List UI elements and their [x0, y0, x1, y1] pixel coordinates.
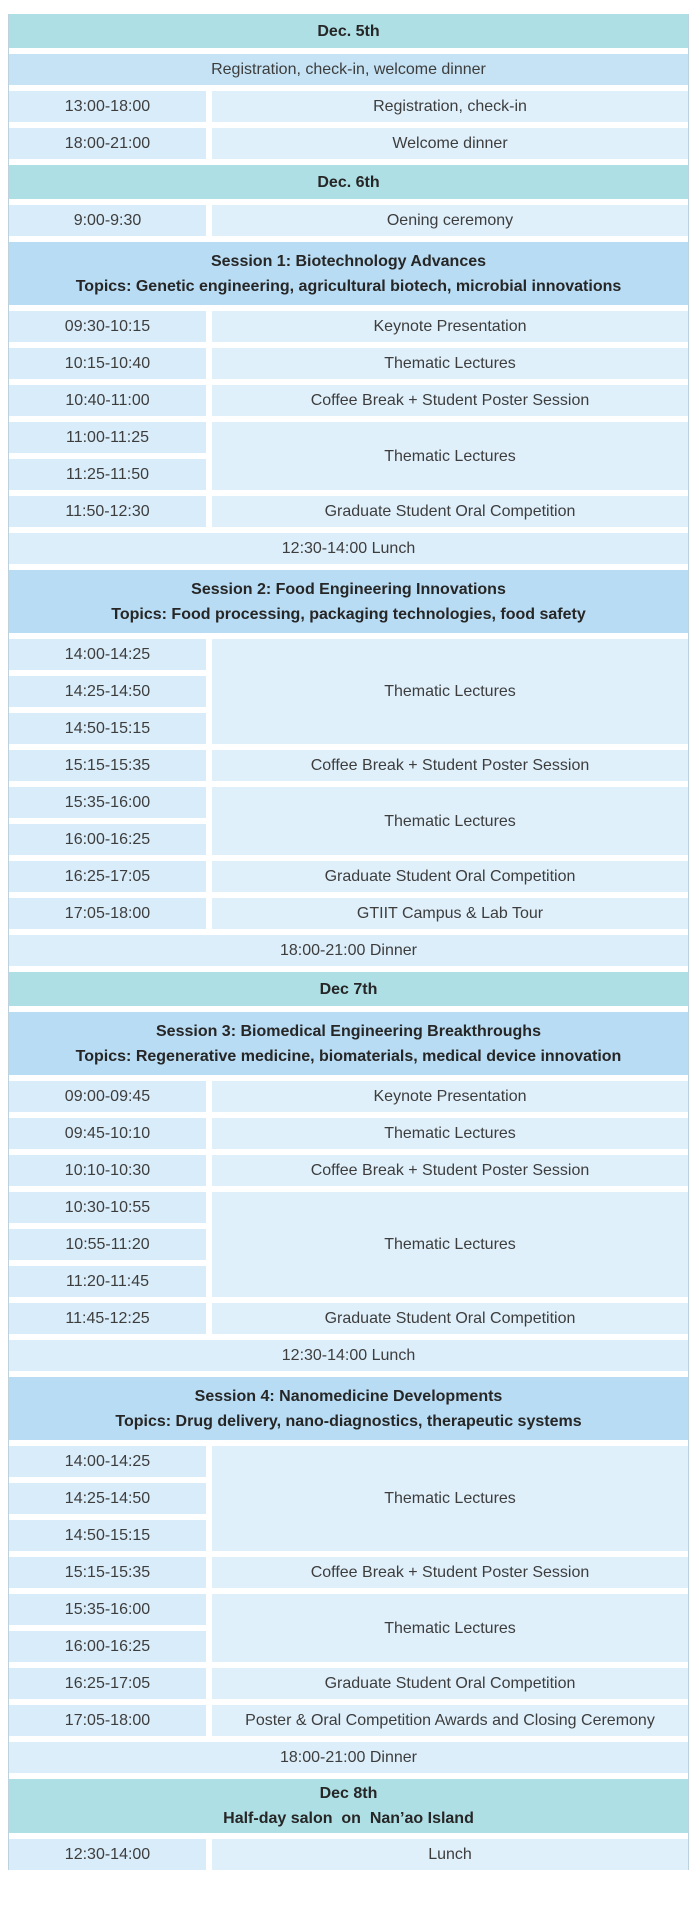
session-header-row: [9, 570, 688, 633]
time-cell: 15:35-16:00: [9, 787, 206, 818]
schedule-row: [9, 861, 688, 892]
full-width-row: Registration, check-in, welcome dinner: [9, 54, 688, 85]
activity-cell: Coffee Break + Student Poster Session: [212, 385, 688, 416]
time-cell: 11:25-11:50: [9, 459, 206, 490]
time-cell-stack: [9, 1446, 206, 1551]
schedule-row-group: [9, 639, 688, 744]
session-topics: Topics: Drug delivery, nano-diagnostics, therapeutic systems: [115, 1412, 582, 1430]
session-title: Session 1: Biotechnology Advances: [210, 252, 487, 270]
time-cell: 14:50-15:15: [9, 1520, 206, 1551]
time-cell: 15:15-15:35: [9, 1557, 206, 1588]
schedule-row: [9, 1557, 688, 1588]
time-cell: 14:00-14:25: [9, 1446, 206, 1477]
time-cell: 11:50-12:30: [9, 496, 206, 527]
activity-cell: Graduate Student Oral Competition: [212, 496, 688, 527]
time-cell-stack: [9, 422, 206, 490]
activity-cell: Coffee Break + Student Poster Session: [212, 1155, 688, 1186]
time-cell-stack: [9, 1192, 206, 1297]
session-title: Session 4: Nanomedicine Developments: [194, 1387, 503, 1405]
activity-cell-merged: Thematic Lectures: [212, 639, 688, 744]
full-width-row: 12:30-14:00 Lunch: [9, 533, 688, 564]
activity-cell: Thematic Lectures: [212, 1118, 688, 1149]
activity-cell: Graduate Student Oral Competition: [212, 1303, 688, 1334]
activity-cell: Lunch: [212, 1839, 688, 1870]
date-header-line1: Dec 8th: [319, 1785, 378, 1802]
schedule-row: [9, 1839, 688, 1870]
schedule-row: [9, 496, 688, 527]
time-cell: 9:00-9:30: [9, 205, 206, 236]
time-cell: 16:25-17:05: [9, 1668, 206, 1699]
time-cell-stack: [9, 787, 206, 855]
date-header-row: Dec 7th: [9, 972, 688, 1006]
time-cell: 14:50-15:15: [9, 713, 206, 744]
schedule-row-group: [9, 422, 688, 490]
schedule-row: [9, 128, 688, 159]
schedule-row: [9, 898, 688, 929]
time-cell: 11:00-11:25: [9, 422, 206, 453]
time-cell: 10:30-10:55: [9, 1192, 206, 1223]
schedule-row: [9, 1118, 688, 1149]
time-cell: 10:40-11:00: [9, 385, 206, 416]
activity-cell: Keynote Presentation: [212, 1081, 688, 1112]
activity-cell-merged: Thematic Lectures: [212, 1446, 688, 1551]
activity-cell: Welcome dinner: [212, 128, 688, 159]
time-cell: 14:25-14:50: [9, 1483, 206, 1514]
date-header-line2: Half-day salon on Nan’ao Island: [223, 1810, 474, 1827]
schedule-row-group: [9, 1446, 688, 1551]
time-cell: 14:00-14:25: [9, 639, 206, 670]
time-cell: 10:55-11:20: [9, 1229, 206, 1260]
time-cell: 16:00-16:25: [9, 824, 206, 855]
time-cell: 18:00-21:00: [9, 128, 206, 159]
time-cell-stack: [9, 1594, 206, 1662]
time-cell: 09:00-09:45: [9, 1081, 206, 1112]
time-cell: 10:10-10:30: [9, 1155, 206, 1186]
schedule-row: [9, 1668, 688, 1699]
time-cell: 11:20-11:45: [9, 1266, 206, 1297]
full-width-row: 18:00-21:00 Dinner: [9, 1742, 688, 1773]
activity-cell: Graduate Student Oral Competition: [212, 861, 688, 892]
session-topics: Topics: Regenerative medicine, biomaterials, medical device innovation: [75, 1047, 622, 1065]
time-cell: 09:30-10:15: [9, 311, 206, 342]
date-header-row: Dec. 6th: [9, 165, 688, 199]
schedule-row: [9, 1155, 688, 1186]
full-width-row: 12:30-14:00 Lunch: [9, 1340, 688, 1371]
schedule-row-group: [9, 1192, 688, 1297]
session-title: Session 2: Food Engineering Innovations: [191, 580, 506, 598]
time-cell: 14:25-14:50: [9, 676, 206, 707]
session-title: Session 3: Biomedical Engineering Breakthroughs: [156, 1022, 541, 1040]
schedule-row: [9, 205, 688, 236]
activity-cell: Registration, check-in: [212, 91, 688, 122]
schedule-row-group: [9, 787, 688, 855]
schedule-row: [9, 1081, 688, 1112]
full-width-row: 18:00-21:00 Dinner: [9, 935, 688, 966]
schedule-row: [9, 1705, 688, 1736]
activity-cell: Keynote Presentation: [212, 311, 688, 342]
schedule-row: [9, 91, 688, 122]
activity-cell-merged: Thematic Lectures: [212, 1594, 688, 1662]
time-cell: 12:30-14:00: [9, 1839, 206, 1870]
schedule-row: [9, 348, 688, 379]
activity-cell-merged: Thematic Lectures: [212, 787, 688, 855]
time-cell-stack: [9, 639, 206, 744]
schedule-row-group: [9, 1594, 688, 1662]
time-cell: 16:25-17:05: [9, 861, 206, 892]
activity-cell: GTIIT Campus & Lab Tour: [212, 898, 688, 929]
time-cell: 15:35-16:00: [9, 1594, 206, 1625]
activity-cell: Coffee Break + Student Poster Session: [212, 1557, 688, 1588]
session-topics: Topics: Food processing, packaging technologies, food safety: [111, 605, 586, 623]
schedule-table: [8, 14, 689, 1870]
session-header-row: [9, 1377, 688, 1440]
date-header-row: [9, 1779, 688, 1833]
activity-cell: Oening ceremony: [212, 205, 688, 236]
session-header-row: [9, 1012, 688, 1075]
time-cell: 11:45-12:25: [9, 1303, 206, 1334]
time-cell: 15:15-15:35: [9, 750, 206, 781]
activity-cell: Poster & Oral Competition Awards and Closing Ceremony: [212, 1705, 688, 1736]
time-cell: 17:05-18:00: [9, 1705, 206, 1736]
schedule-row: [9, 1303, 688, 1334]
schedule-row: [9, 750, 688, 781]
schedule-row: [9, 385, 688, 416]
session-header-row: [9, 242, 688, 305]
session-topics: Topics: Genetic engineering, agricultural biotech, microbial innovations: [75, 277, 622, 295]
date-header-row: Dec. 5th: [9, 14, 688, 48]
schedule-row: [9, 311, 688, 342]
activity-cell: Graduate Student Oral Competition: [212, 1668, 688, 1699]
time-cell: 17:05-18:00: [9, 898, 206, 929]
time-cell: 13:00-18:00: [9, 91, 206, 122]
activity-cell-merged: Thematic Lectures: [212, 422, 688, 490]
activity-cell: Coffee Break + Student Poster Session: [212, 750, 688, 781]
time-cell: 09:45-10:10: [9, 1118, 206, 1149]
time-cell: 10:15-10:40: [9, 348, 206, 379]
activity-cell-merged: Thematic Lectures: [212, 1192, 688, 1297]
activity-cell: Thematic Lectures: [212, 348, 688, 379]
time-cell: 16:00-16:25: [9, 1631, 206, 1662]
